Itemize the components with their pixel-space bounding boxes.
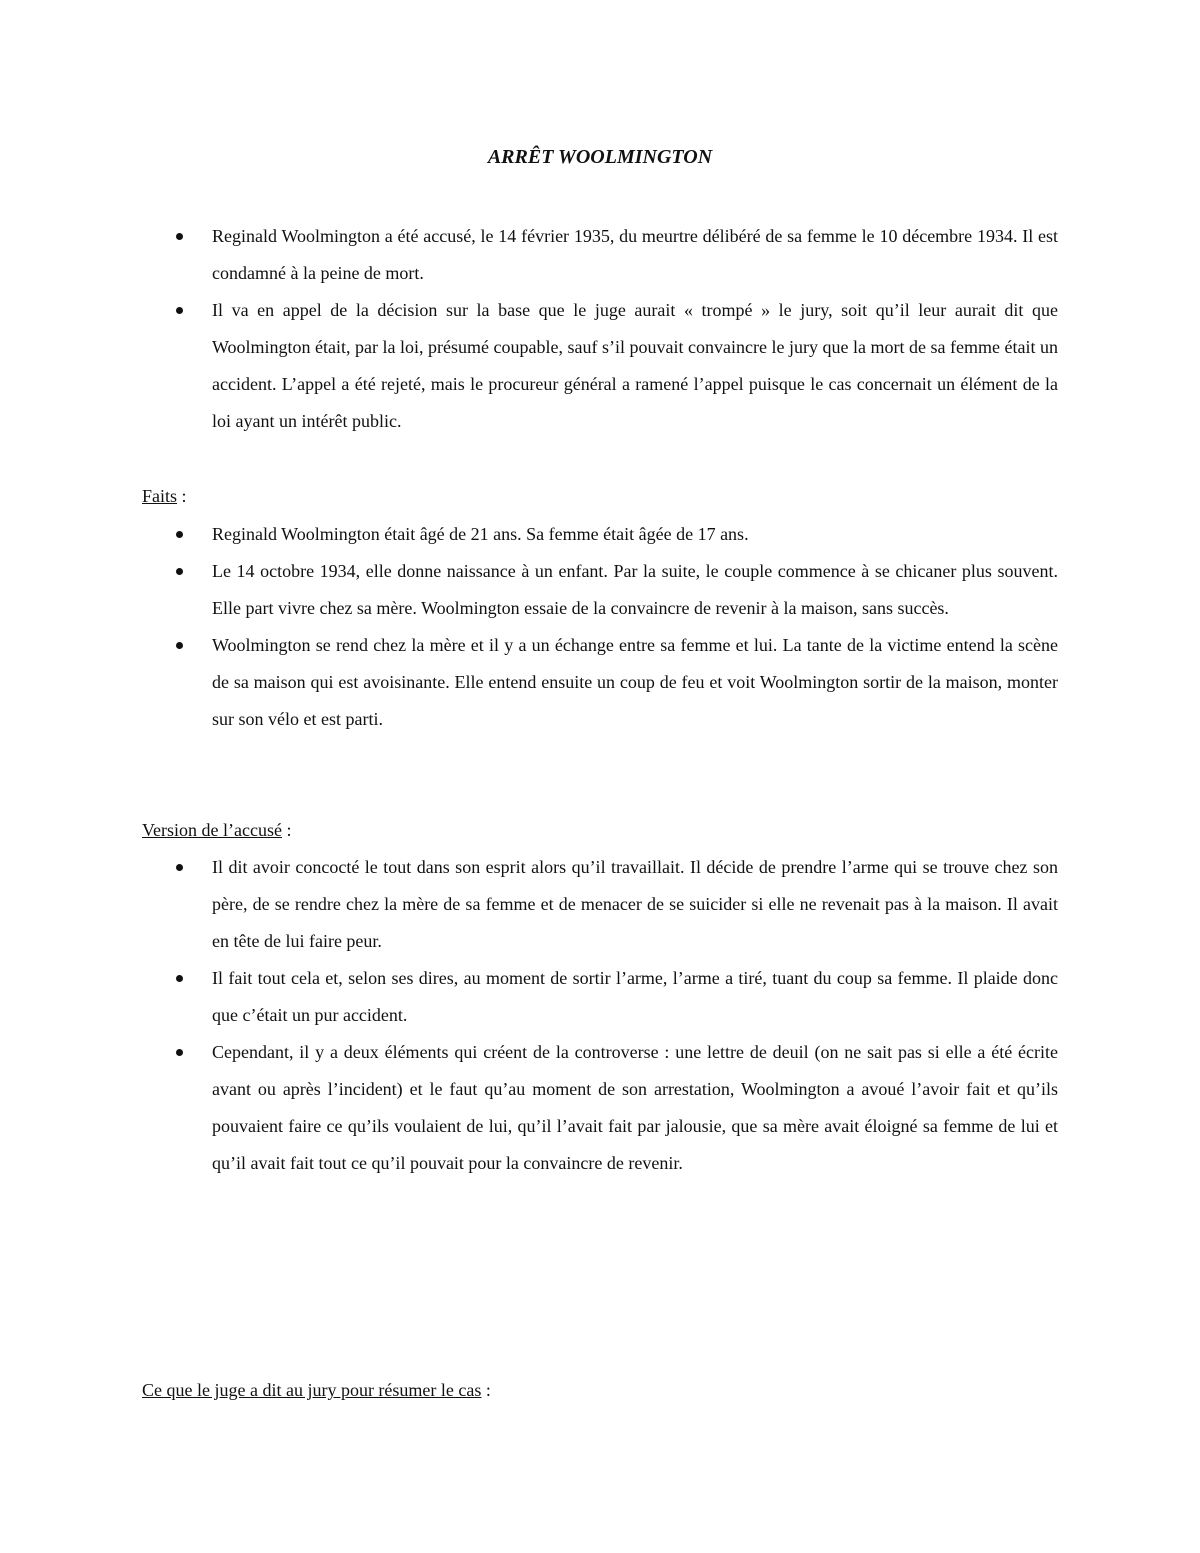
section-heading-faits xyxy=(142,482,187,510)
intro-list xyxy=(142,218,1058,440)
bullet-icon xyxy=(176,531,183,538)
list-item xyxy=(142,516,1058,553)
section-heading-suffix: : xyxy=(177,486,187,506)
list-item-text: Woolmington se rend chez la mère et il y a un échange entre sa femme et lui. La tante de la victime entend la scène de sa maison qui est avoisinante. Elle entend ensuite un coup de feu et voit Woolmington sortir de la maison, monter sur son vélo et est parti. xyxy=(212,635,1058,729)
version-list xyxy=(142,849,1058,1182)
section-heading-suffix: : xyxy=(481,1380,491,1400)
section-heading-juge xyxy=(142,1376,491,1404)
bullet-icon xyxy=(176,864,183,871)
section-heading-label: Version de l’accusé xyxy=(142,820,282,840)
bullet-icon xyxy=(176,975,183,982)
list-item-text: Le 14 octobre 1934, elle donne naissance à un enfant. Par la suite, le couple commence à se chicaner plus souvent. Elle part vivre chez sa mère. Woolmington essaie de la convaincre de revenir à la maison, sans succès. xyxy=(212,561,1058,618)
bullet-icon xyxy=(176,307,183,314)
list-item-text: Reginald Woolmington était âgé de 21 ans. Sa femme était âgée de 17 ans. xyxy=(212,524,749,544)
list-item xyxy=(142,218,1058,292)
list-item-text: Reginald Woolmington a été accusé, le 14 février 1935, du meurtre délibéré de sa femme le 10 décembre 1934. Il est condamné à la peine de mort. xyxy=(212,226,1058,283)
list-item xyxy=(142,553,1058,627)
list-item-text: Il va en appel de la décision sur la base que le juge aurait « trompé » le jury, soit qu’il leur aurait dit que Woolmington était, par la loi, présumé coupable, sauf s’il pouvait convaincre le jury que la mort de sa femme était un accident. L’appel a été rejeté, mais le procureur général a ramené l’appel puisque le cas concernait un élément de la loi ayant un intérêt public. xyxy=(212,300,1058,431)
list-item xyxy=(142,292,1058,440)
list-item xyxy=(142,960,1058,1034)
section-heading-label: Faits xyxy=(142,486,178,506)
list-item-text: Il dit avoir concocté le tout dans son esprit alors qu’il travaillait. Il décide de prendre l’arme qui se trouve chez son père, de se rendre chez la mère de sa femme et de menacer de se suicider si elle ne revenait pas à la maison. Il avait en tête de lui faire peur. xyxy=(212,857,1058,951)
bullet-icon xyxy=(176,642,183,649)
list-item xyxy=(142,1034,1058,1182)
section-heading-suffix: : xyxy=(281,820,292,840)
bullet-icon xyxy=(176,233,183,240)
section-heading-version xyxy=(142,816,291,844)
list-item xyxy=(142,627,1058,738)
bullet-icon xyxy=(176,1049,183,1056)
document-title: ARRÊT WOOLMINGTON xyxy=(487,146,713,168)
list-item-text: Il fait tout cela et, selon ses dires, au moment de sortir l’arme, l’arme a tiré, tuant du coup sa femme. Il plaide donc que c’était un pur accident. xyxy=(212,968,1058,1025)
faits-list xyxy=(142,516,1058,738)
section-heading-label: Ce que le juge a dit au jury pour résumer le cas xyxy=(142,1380,482,1400)
list-item-text: Cependant, il y a deux éléments qui créent de la controverse : une lettre de deuil (on ne sait pas si elle a été écrite avant ou après l’incident) et le faut qu’au moment de son arrestation, Woolmington a avoué l’avoir fait et qu’ils pouvaient faire ce qu’ils voulaient de lui, qu’il l’avait fait par jalousie, que sa mère avait éloigné sa femme de lui et qu’il avait fait tout ce qu’il pouvait pour la convaincre de revenir. xyxy=(212,1042,1058,1173)
bullet-icon xyxy=(176,568,183,575)
list-item xyxy=(142,849,1058,960)
